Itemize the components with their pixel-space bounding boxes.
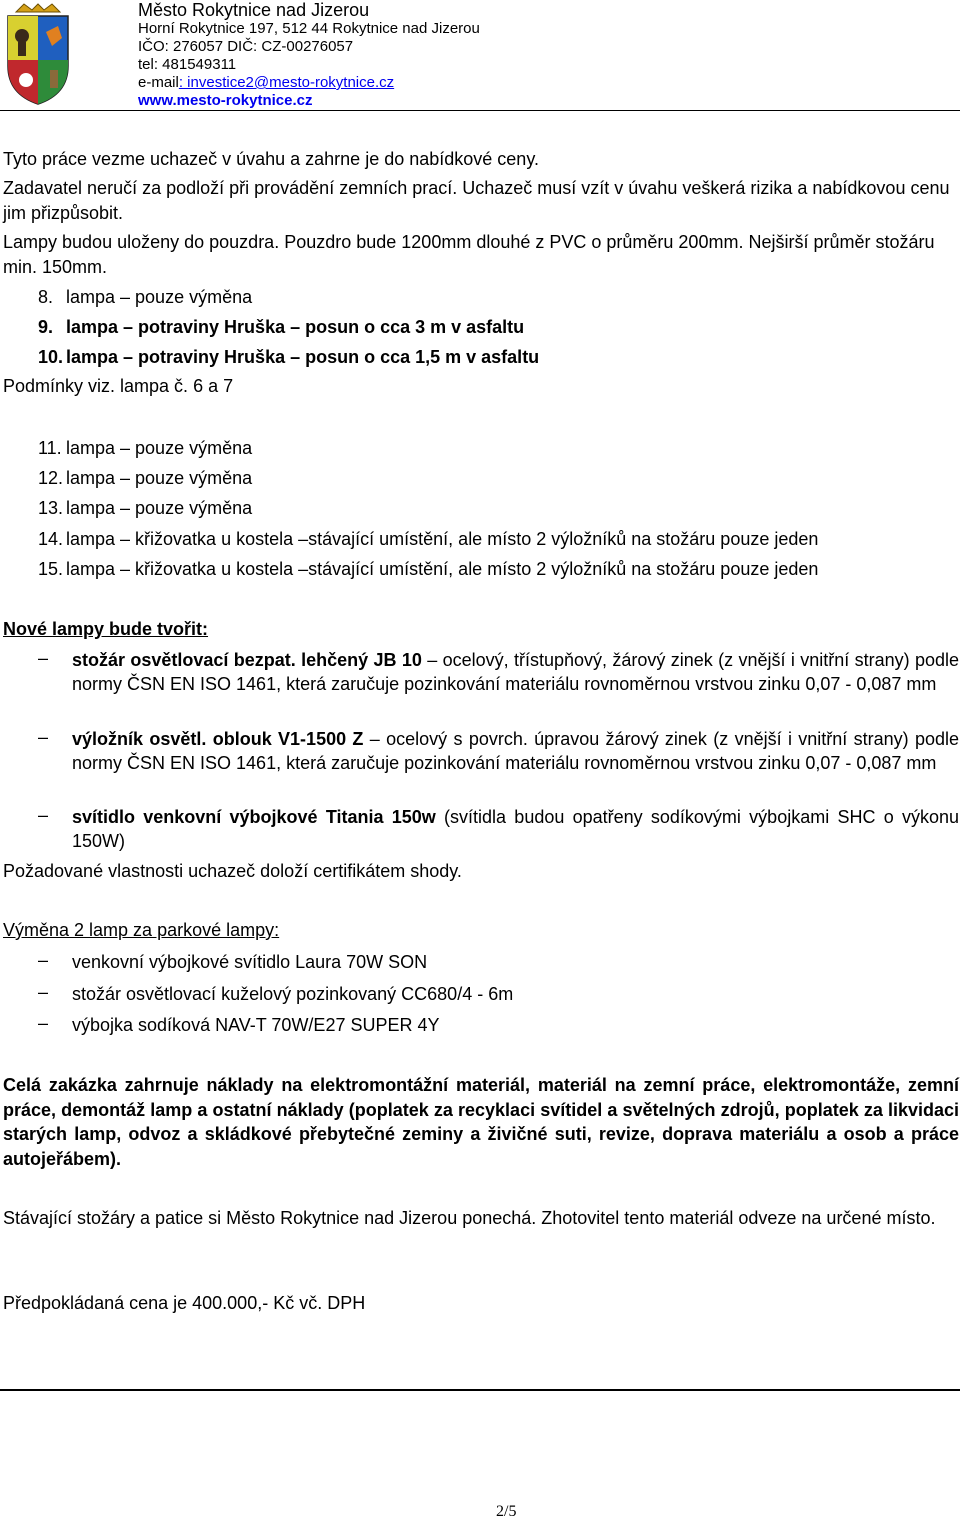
footer-divider bbox=[0, 1389, 960, 1391]
org-ids: IČO: 276057 DIČ: CZ-00276057 bbox=[138, 38, 354, 55]
org-name: Město Rokytnice nad Jizerou bbox=[138, 0, 370, 20]
conditions-note: Podmínky viz. lampa č. 6 a 7 bbox=[3, 376, 234, 396]
page-number: 2/5 bbox=[496, 1503, 517, 1520]
org-phone: tel: 481549311 bbox=[138, 56, 237, 73]
website-link[interactable]: www.mesto-rokytnice.cz bbox=[138, 92, 313, 109]
bullet-item: výložník osvětl. oblouk V1-1500 Z – ocelový s povrch. úpravou žárový zinek (z vnější i vnitřní strany) podle normy ČSN EN ISO 1461, která zaručuje pozinkování materiálu rovnoměrnou vrstvou zinku 0,07 - 0,087 mm bbox=[72, 729, 960, 773]
bullet-item: venkovní výbojkové svítidlo Laura 70W SON bbox=[72, 952, 428, 972]
bullet-item: svítidlo venkovní výbojkové Titania 150w (svítidla budou opatřeny sodíkovými výbojkami SHC o výkonu 150W) bbox=[72, 807, 959, 851]
bullet-item: stožár osvětlovací bezpat. lehčený JB 10 – ocelový, třístupňový, žárový zinek (z vnější i vnitřní strany) podle normy ČSN EN ISO 1461, která zaručuje pozinkování materiálu rovnoměrnou vrstvou zinku 0,07 - 0,087 mm bbox=[72, 650, 959, 694]
list-item: 13. lampa – pouze výměna bbox=[38, 498, 253, 518]
section-heading: Nové lampy bude tvořit: bbox=[3, 619, 209, 639]
list-item: 10. lampa – potraviny Hruška – posun o cca 1,5 m v asfaltu bbox=[38, 347, 540, 367]
list-item: 12. lampa – pouze výměna bbox=[38, 468, 253, 488]
intro-paragraph-1: Tyto práce vezme uchazeč v úvahu a zahrne je do nabídkové ceny. bbox=[3, 149, 539, 169]
list-item: 11. lampa – pouze výměna bbox=[38, 438, 253, 458]
letterhead bbox=[0, 0, 960, 112]
header-divider bbox=[0, 110, 960, 111]
coat-of-arms-icon bbox=[2, 2, 74, 106]
dash-bullet: – bbox=[38, 950, 49, 970]
dash-bullet: – bbox=[38, 805, 49, 825]
bullet-item: výbojka sodíková NAV-T 70W/E27 SUPER 4Y bbox=[72, 1015, 440, 1035]
list-item: 8. lampa – pouze výměna bbox=[38, 287, 253, 307]
certificate-note: Požadované vlastnosti uchazeč doloží certifikátem shody. bbox=[3, 861, 462, 881]
price-paragraph: Předpokládaná cena je 400.000,- Kč vč. DPH bbox=[3, 1293, 366, 1313]
existing-material-paragraph: Stávající stožáry a patice si Město Rokytnice nad Jizerou ponechá. Zhotovitel tento materiál odveze na určené místo. bbox=[3, 1208, 936, 1228]
email-label: e-mail bbox=[138, 74, 179, 91]
dash-bullet: – bbox=[38, 982, 49, 1002]
list-item: 9. lampa – potraviny Hruška – posun o cca 3 m v asfaltu bbox=[38, 317, 525, 337]
dash-bullet: – bbox=[38, 648, 49, 668]
section-heading: Výměna 2 lamp za parkové lampy: bbox=[3, 920, 280, 940]
list-item: 14. lampa – křižovatka u kostela –stávající umístění, ale místo 2 výložníků na stožáru pouze jeden bbox=[38, 529, 819, 549]
summary-paragraph: Celá zakázka zahrnuje náklady na elektromontážní materiál, materiál na zemní práce, elektromontáže, zemní práce, demontáž lamp a ostatní náklady (poplatek za recyklaci svítidel a světelných zdrojů, poplatek za likvidaci starých lamp, odvoz a skládkové přebytečné zeminy a živičné suti, revize, doprava materiálu a osob a práce autojeřábem). bbox=[3, 1075, 959, 1169]
dash-bullet: – bbox=[38, 727, 49, 747]
intro-paragraph-2: Zadavatel neručí za podloží při provádění zemních prací. Uchazeč musí vzít v úvahu veškerá rizika a nabídkovou cenu jim přizpůsobit. bbox=[3, 178, 950, 223]
bullet-item: stožár osvětlovací kuželový pozinkovaný CC680/4 - 6m bbox=[72, 984, 514, 1004]
email-link[interactable]: : investice2@mesto-rokytnice.cz bbox=[178, 74, 395, 91]
dash-bullet: – bbox=[38, 1013, 49, 1033]
list-item: 15. lampa – křižovatka u kostela –stávající umístění, ale místo 2 výložníků na stožáru pouze jeden bbox=[38, 559, 819, 579]
intro-paragraph-3: Lampy budou uloženy do pouzdra. Pouzdro bude 1200mm dlouhé z PVC o průměru 200mm. Nejširší průměr stožáru min. 150mm. bbox=[3, 232, 935, 277]
org-address: Horní Rokytnice 197, 512 44 Rokytnice nad Jizerou bbox=[138, 20, 480, 37]
